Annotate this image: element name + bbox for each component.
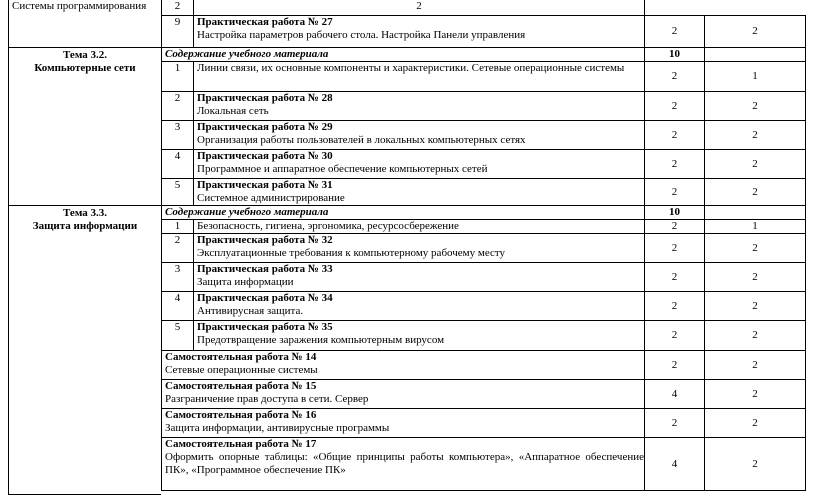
hours-cell: 2 [644,350,704,379]
level-cell: 2 [704,291,806,320]
work-text: Настройка параметров рабочего стола. Настройка Панели управления [197,29,526,41]
row-number: 1 [161,61,193,91]
level-cell: 2 [704,262,806,291]
work-title: Практическая работа № 27 [197,16,333,28]
work-title: Самостоятельная работа № 14 [165,351,317,363]
work-text: Предотвращение заражения компьютерным вирусом [197,334,445,346]
hours-cell: 2 [644,120,704,149]
hours-cell: 2 [644,15,704,47]
work-text: Разграничение прав доступа в сети. Сервер [165,393,369,405]
work-text: Локальная сеть [197,105,269,117]
row-number: 2 [161,233,193,262]
level-cell: 2 [704,350,806,379]
topic-row [193,149,644,178]
independent-work-row [161,437,644,491]
work-title: Самостоятельная работа № 16 [165,409,317,421]
work-text: Антивирусная защита. [197,305,304,317]
level-cell: 2 [704,149,806,178]
hours-cell: 2 [644,233,704,262]
level-cell: 2 [704,178,806,205]
hours-cell: 2 [193,0,644,15]
work-title: Практическая работа № 35 [197,321,333,333]
row-number: 3 [161,262,193,291]
topic-subtitle: Защита информации [32,220,138,232]
topic-row [193,219,644,233]
level-cell: 2 [704,320,806,350]
topic-row [193,320,644,350]
content-hours: 10 [644,47,704,61]
independent-work-row [161,379,644,408]
topic-subtitle: Компьютерные сети [34,62,136,74]
topic-name: Тема 3.3. [63,207,107,219]
independent-work-row [161,350,644,379]
empty-cell [704,47,806,61]
level-cell: 2 [704,437,806,491]
content-label: Содержание учебного материала [161,47,644,61]
work-title: Практическая работа № 34 [197,292,333,304]
work-text: Защита информации [197,276,294,288]
topic-row [193,120,644,149]
work-title: Практическая работа № 28 [197,92,333,104]
topic-cell [8,205,161,495]
topic-cell [8,47,161,205]
work-text: Безопасность, гигиена, эргономика, ресурсосбережение [197,220,459,232]
hours-cell: 2 [644,149,704,178]
hours-cell: 2 [644,219,704,233]
work-title: Практическая работа № 29 [197,121,333,133]
work-text: Системное администрирование [197,192,345,204]
row-number: 2 [161,0,193,15]
row-number: 4 [161,291,193,320]
level-cell: 2 [704,408,806,437]
row-number: 5 [161,178,193,205]
work-text: Эксплуатационные требования к компьютерному рабочему месту [197,247,506,259]
hours-cell: 2 [644,61,704,91]
content-hours: 10 [644,205,704,219]
level-cell: 2 [704,233,806,262]
level-cell: 2 [704,379,806,408]
content-label: Содержание учебного материала [161,205,644,219]
topic-row [193,233,644,262]
hours-cell: 2 [644,408,704,437]
hours-cell: 2 [644,320,704,350]
independent-work-row [161,408,644,437]
topic-row [193,262,644,291]
topic-row [193,15,644,47]
hours-cell: 4 [644,379,704,408]
topic-row [193,91,644,120]
subject-cell: Системы программирования [8,0,161,47]
row-number: 4 [161,149,193,178]
work-title: Практическая работа № 32 [197,234,333,246]
work-title: Самостоятельная работа № 15 [165,380,317,392]
empty-cell [704,205,806,219]
hours-cell: 2 [644,91,704,120]
level-cell: 2 [704,120,806,149]
hours-cell: 4 [644,437,704,491]
work-text: Оформить опорные таблицы: «Общие принципы работы компьютера», «Аппаратное обеспечение ПК», «Программное обеспечение ПК» [165,451,644,476]
row-number: 2 [161,91,193,120]
level-cell: 1 [704,61,806,91]
column-divider [644,0,645,15]
hours-cell: 2 [644,178,704,205]
work-text: Защита информации, антивирусные программы [165,422,390,434]
level-cell: 2 [704,15,806,47]
row-number: 3 [161,120,193,149]
topic-name: Тема 3.2. [63,49,107,61]
work-title: Самостоятельная работа № 17 [165,438,317,450]
row-number: 9 [161,15,193,47]
work-title: Практическая работа № 30 [197,150,333,162]
topic-row [193,61,644,91]
topic-row [193,178,644,205]
topic-row [193,291,644,320]
level-cell: 2 [704,91,806,120]
level-cell: 1 [704,219,806,233]
work-title: Практическая работа № 33 [197,263,333,275]
hours-cell: 2 [644,262,704,291]
hours-cell: 2 [644,291,704,320]
work-text: Сетевые операционные системы [165,364,318,376]
row-number: 1 [161,219,193,233]
work-text: Программное и аппаратное обеспечение компьютерных сетей [197,163,488,175]
work-title: Практическая работа № 31 [197,179,333,191]
work-text: Линии связи, их основные компоненты и характеристики. Сетевые операционные системы [197,62,625,74]
work-text: Организация работы пользователей в локальных компьютерных сетях [197,134,526,146]
row-number: 5 [161,320,193,350]
